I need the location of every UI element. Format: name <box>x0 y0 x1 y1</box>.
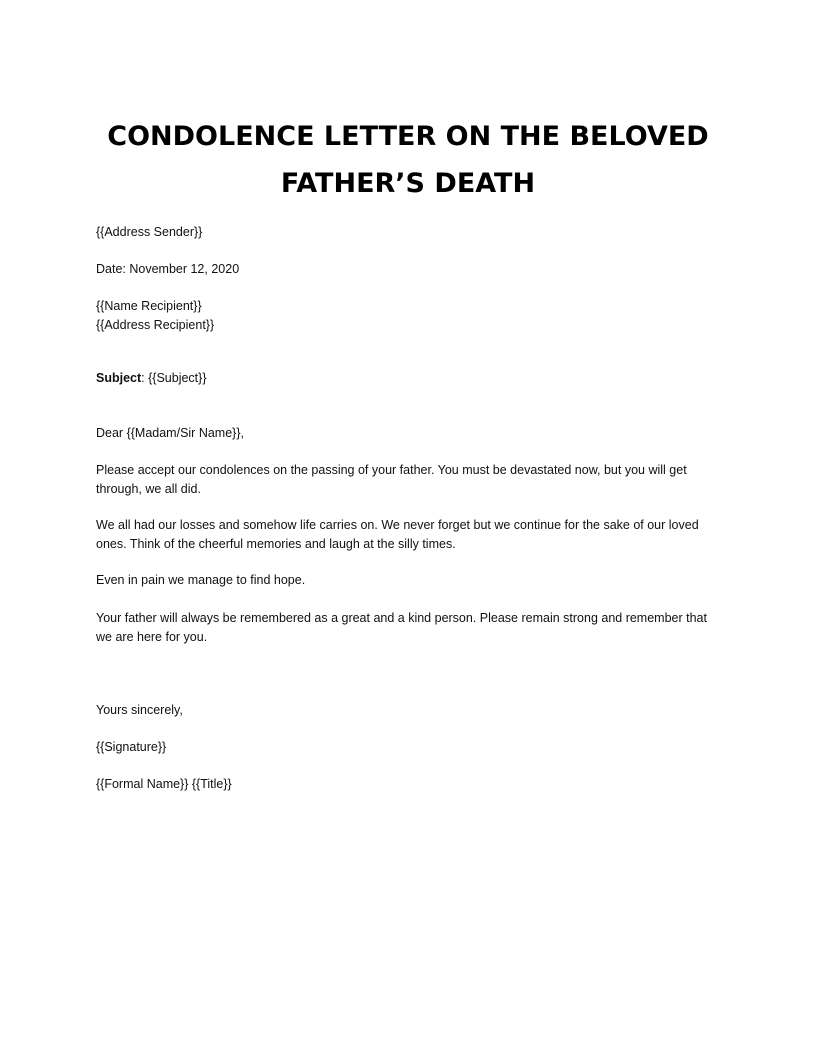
title-line-1: CONDOLENCE LETTER ON THE BELOVED <box>107 121 709 152</box>
subject-label: Subject <box>96 371 142 385</box>
recipient-name: {{Name Recipient}} <box>96 299 202 313</box>
title-line-2: FATHER’S DEATH <box>280 168 536 199</box>
recipient-block <box>96 297 726 335</box>
recipient-address: {{Address Recipient}} <box>96 318 215 332</box>
paragraph-4: Your father will always be remembered as a great and a kind person. Please remain strong and remember that we are here for you. <box>96 611 707 644</box>
paragraph-3: Even in pain we manage to find hope. <box>96 573 306 587</box>
paragraph-2: We all had our losses and somehow life carries on. We never forget but we continue for the sake of our loved ones. Think of the cheerful memories and laugh at the silly times. <box>96 518 699 551</box>
salutation: Dear {{Madam/Sir Name}}, <box>96 426 244 440</box>
formal-name-title: {{Formal Name}} {{Title}} <box>96 777 232 791</box>
subject-value: : {{Subject}} <box>141 371 207 385</box>
page-title <box>60 113 756 207</box>
sender-address: {{Address Sender}} <box>96 225 203 239</box>
subject-line <box>96 369 726 388</box>
letter-date: Date: November 12, 2020 <box>96 262 240 276</box>
signature-placeholder: {{Signature}} <box>96 740 167 754</box>
closing: Yours sincerely, <box>96 703 183 717</box>
paragraph-1: Please accept our condolences on the passing of your father. You must be devastated now, but you will get through, we all did. <box>96 463 687 496</box>
